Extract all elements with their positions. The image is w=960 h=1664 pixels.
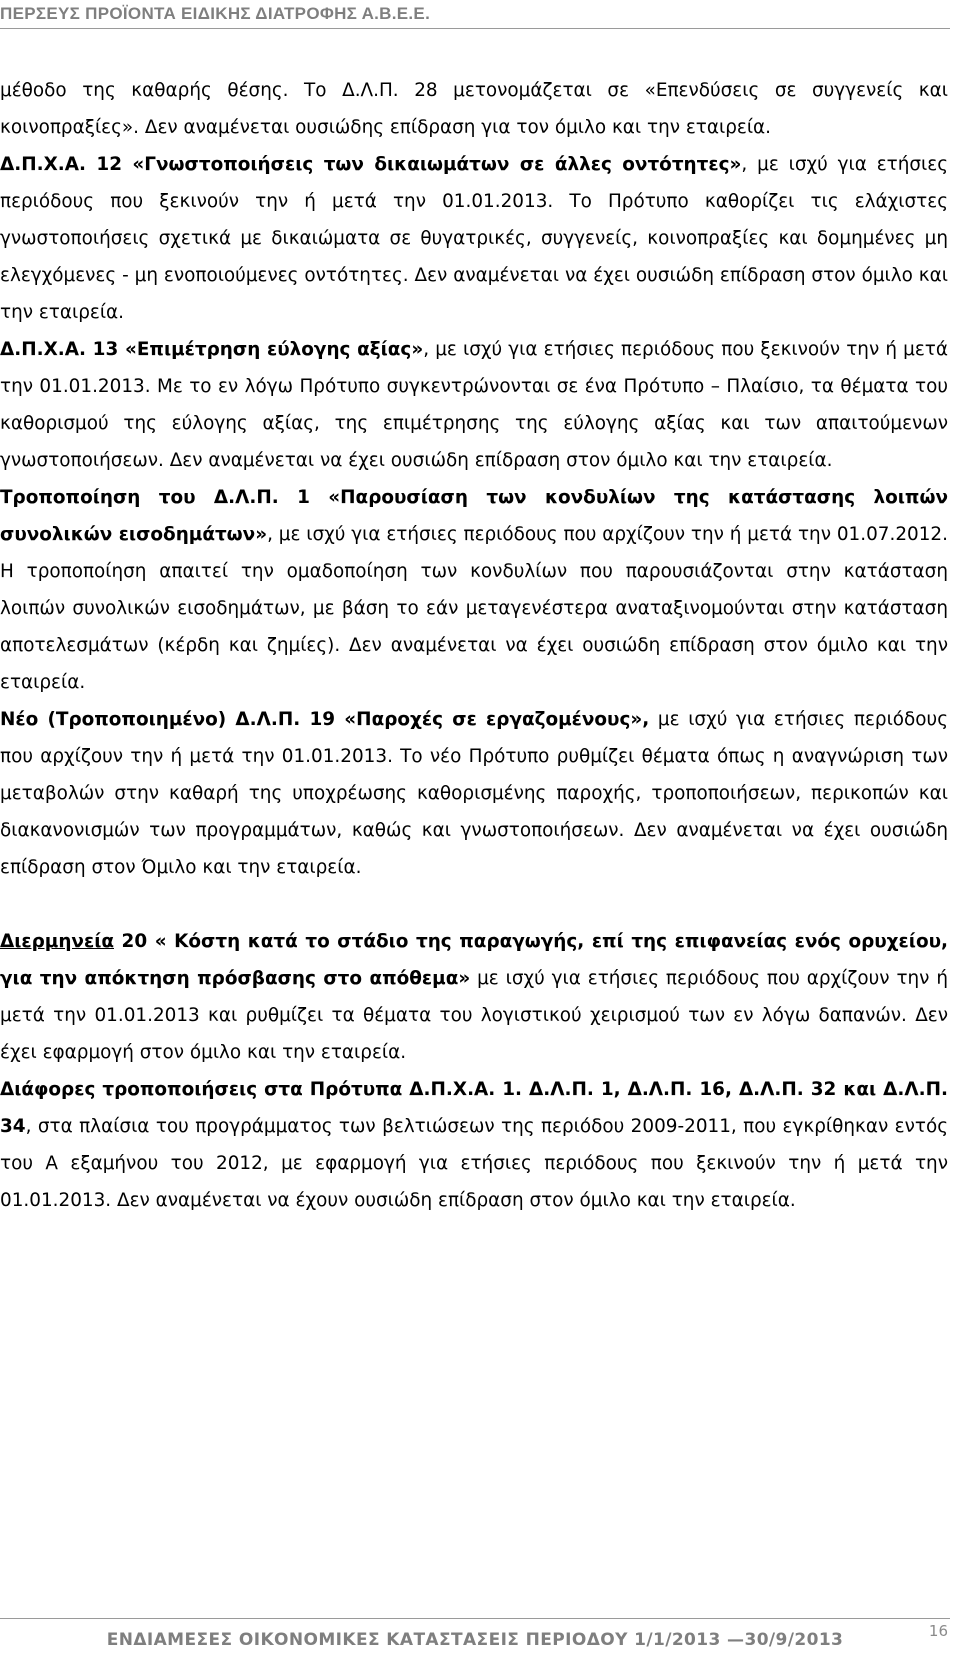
standard-heading: Τροποποίηση του Δ.Λ.Π. 1 «Παρουσίαση των κονδυλίων της κατάστασης λοιπών συνολικών εισοδημάτων» [0, 487, 948, 545]
standard-heading: Διάφορες τροποποιήσεις στα Πρότυπα Δ.Π.Χ.Α. 1. Δ.Λ.Π. 1, Δ.Λ.Π. 16, Δ.Λ.Π. 32 και Δ.Λ.Π. 34 [0, 1079, 948, 1137]
paragraph-text: , με ισχύ για ετήσιες περιόδους που αρχίζουν την ή μετά την 01.07.2012. Η τροποποίηση απαιτεί την ομαδοποίηση των κονδυλίων που παρουσιάζονται στην κατάσταση λοιπών συνολικών εισοδημάτων, με βάση το εάν μεταγενέστερα αναταξινομούνται στην κατάσταση αποτελεσμάτων (κέρδη και ζημίες). Δεν αναμένεται να έχει ουσιώδη επίδραση στον όμιλο και την εταιρεία. [0, 524, 948, 693]
paragraph-ifrs-13 [0, 331, 948, 479]
document-header: ΠΕΡΣΕΥΣ ΠΡΟΪΟΝΤΑ ΕΙΔΙΚΗΣ ΔΙΑΤΡΟΦΗΣ Α.Β.Ε.Ε. [0, 4, 431, 23]
header-divider [0, 28, 950, 29]
page-number: 16 [928, 1622, 948, 1640]
document-body [0, 72, 948, 1219]
standard-heading: Δ.Π.Χ.Α. 13 «Επιμέτρηση εύλογης αξίας» [0, 339, 424, 360]
paragraph-text: μέθοδο της καθαρής θέσης. Το Δ.Λ.Π. 28 μετονομάζεται σε «Επενδύσεις σε συγγενείς και κοινοπραξίες». Δεν αναμένεται ουσιώδης επίδραση για τον όμιλο και την εταιρεία. [0, 80, 948, 138]
footer-divider [0, 1618, 950, 1619]
paragraph-ifrs-12 [0, 146, 948, 331]
paragraph-various-amendments [0, 1071, 948, 1219]
paragraph-ifric-20 [0, 923, 948, 1071]
paragraph-text: , με ισχύ για ετήσιες περιόδους που ξεκινούν την ή μετά την 01.01.2013. Το Πρότυπο καθορίζει τις ελάχιστες γνωστοποιήσεις σχετικά με δικαιώματα σε θυγατρικές, συγγενείς, κοινοπραξίες και δομημένες μη ελεγχόμενες - μη ενοποιούμενες οντότητες. Δεν αναμένεται να έχει ουσιώδη επίδραση στον όμιλο και την εταιρεία. [0, 154, 948, 323]
paragraph-spacer [0, 886, 948, 923]
standard-heading: 20 « Κόστη κατά το στάδιο της παραγωγής, επί της επιφανείας ενός ορυχείου, για την απόκτηση πρόσβασης στο απόθεμα» [0, 931, 948, 989]
paragraph-text: , με ισχύ για ετήσιες περιόδους που ξεκινούν την ή μετά την 01.01.2013. Με το εν λόγω Πρότυπο συγκεντρώνονται σε ένα Πρότυπο – Πλαίσιο, τα θέματα του καθορισμού της εύλογης αξίας, της επιμέτρησης της εύλογης αξίας και των απαιτούμενων γνωστοποιήσεων. Δεν αναμένεται να έχει ουσιώδη επίδραση στον όμιλο και την εταιρεία. [0, 339, 948, 471]
standard-heading: Νέο (Τροποποιημένο) Δ.Λ.Π. 19 «Παροχές σε εργαζομένους», [0, 709, 650, 730]
paragraph-text: με ισχύ για ετήσιες περιόδους που αρχίζουν την ή μετά την 01.01.2013. Το νέο Πρότυπο ρυθμίζει θέματα όπως η αναγνώριση των μεταβολών στην καθαρή της υποχρέωσης καθορισμένης παροχής, τροποποιήσεων, περικοπών και διακανονισμών των προγραμμάτων, καθώς και γνωστοποιήσεων. Δεν αναμένεται να έχει ουσιώδη επίδραση στον Όμιλο και την εταιρεία. [0, 709, 948, 878]
paragraph-text: , στα πλαίσια του προγράμματος των βελτιώσεων της περιόδου 2009-2011, που εγκρίθηκαν εντός του Α εξαμήνου του 2012, με εφαρμογή για ετήσιες περιόδους που ξεκινούν την ή μετά την 01.01.2013. Δεν αναμένεται να έχουν ουσιώδη επίδραση στον όμιλο και την εταιρεία. [0, 1116, 948, 1211]
paragraph-equity-method [0, 72, 948, 146]
document-footer: ΕΝΔΙΑΜΕΣΕΣ ΟΙΚΟΝΟΜΙΚΕΣ ΚΑΤΑΣΤΑΣΕΙΣ ΠΕΡΙΟΔΟΥ 1/1/2013 —30/9/2013 [106, 1630, 844, 1650]
paragraph-ias-1-amendment [0, 479, 948, 701]
paragraph-ias-19 [0, 701, 948, 886]
paragraph-text: με ισχύ για ετήσιες περιόδους που αρχίζουν την ή μετά την 01.01.2013 και ρυθμίζει τα θέματα του λογιστικού χειρισμού των εν λόγω δαπανών. Δεν έχει εφαρμογή στον όμιλο και την εταιρεία. [0, 968, 948, 1063]
standard-heading: Δ.Π.Χ.Α. 12 «Γνωστοποιήσεις των δικαιωμάτων σε άλλες οντότητες» [0, 154, 742, 175]
interpretation-label: Διερμηνεία [0, 931, 114, 952]
